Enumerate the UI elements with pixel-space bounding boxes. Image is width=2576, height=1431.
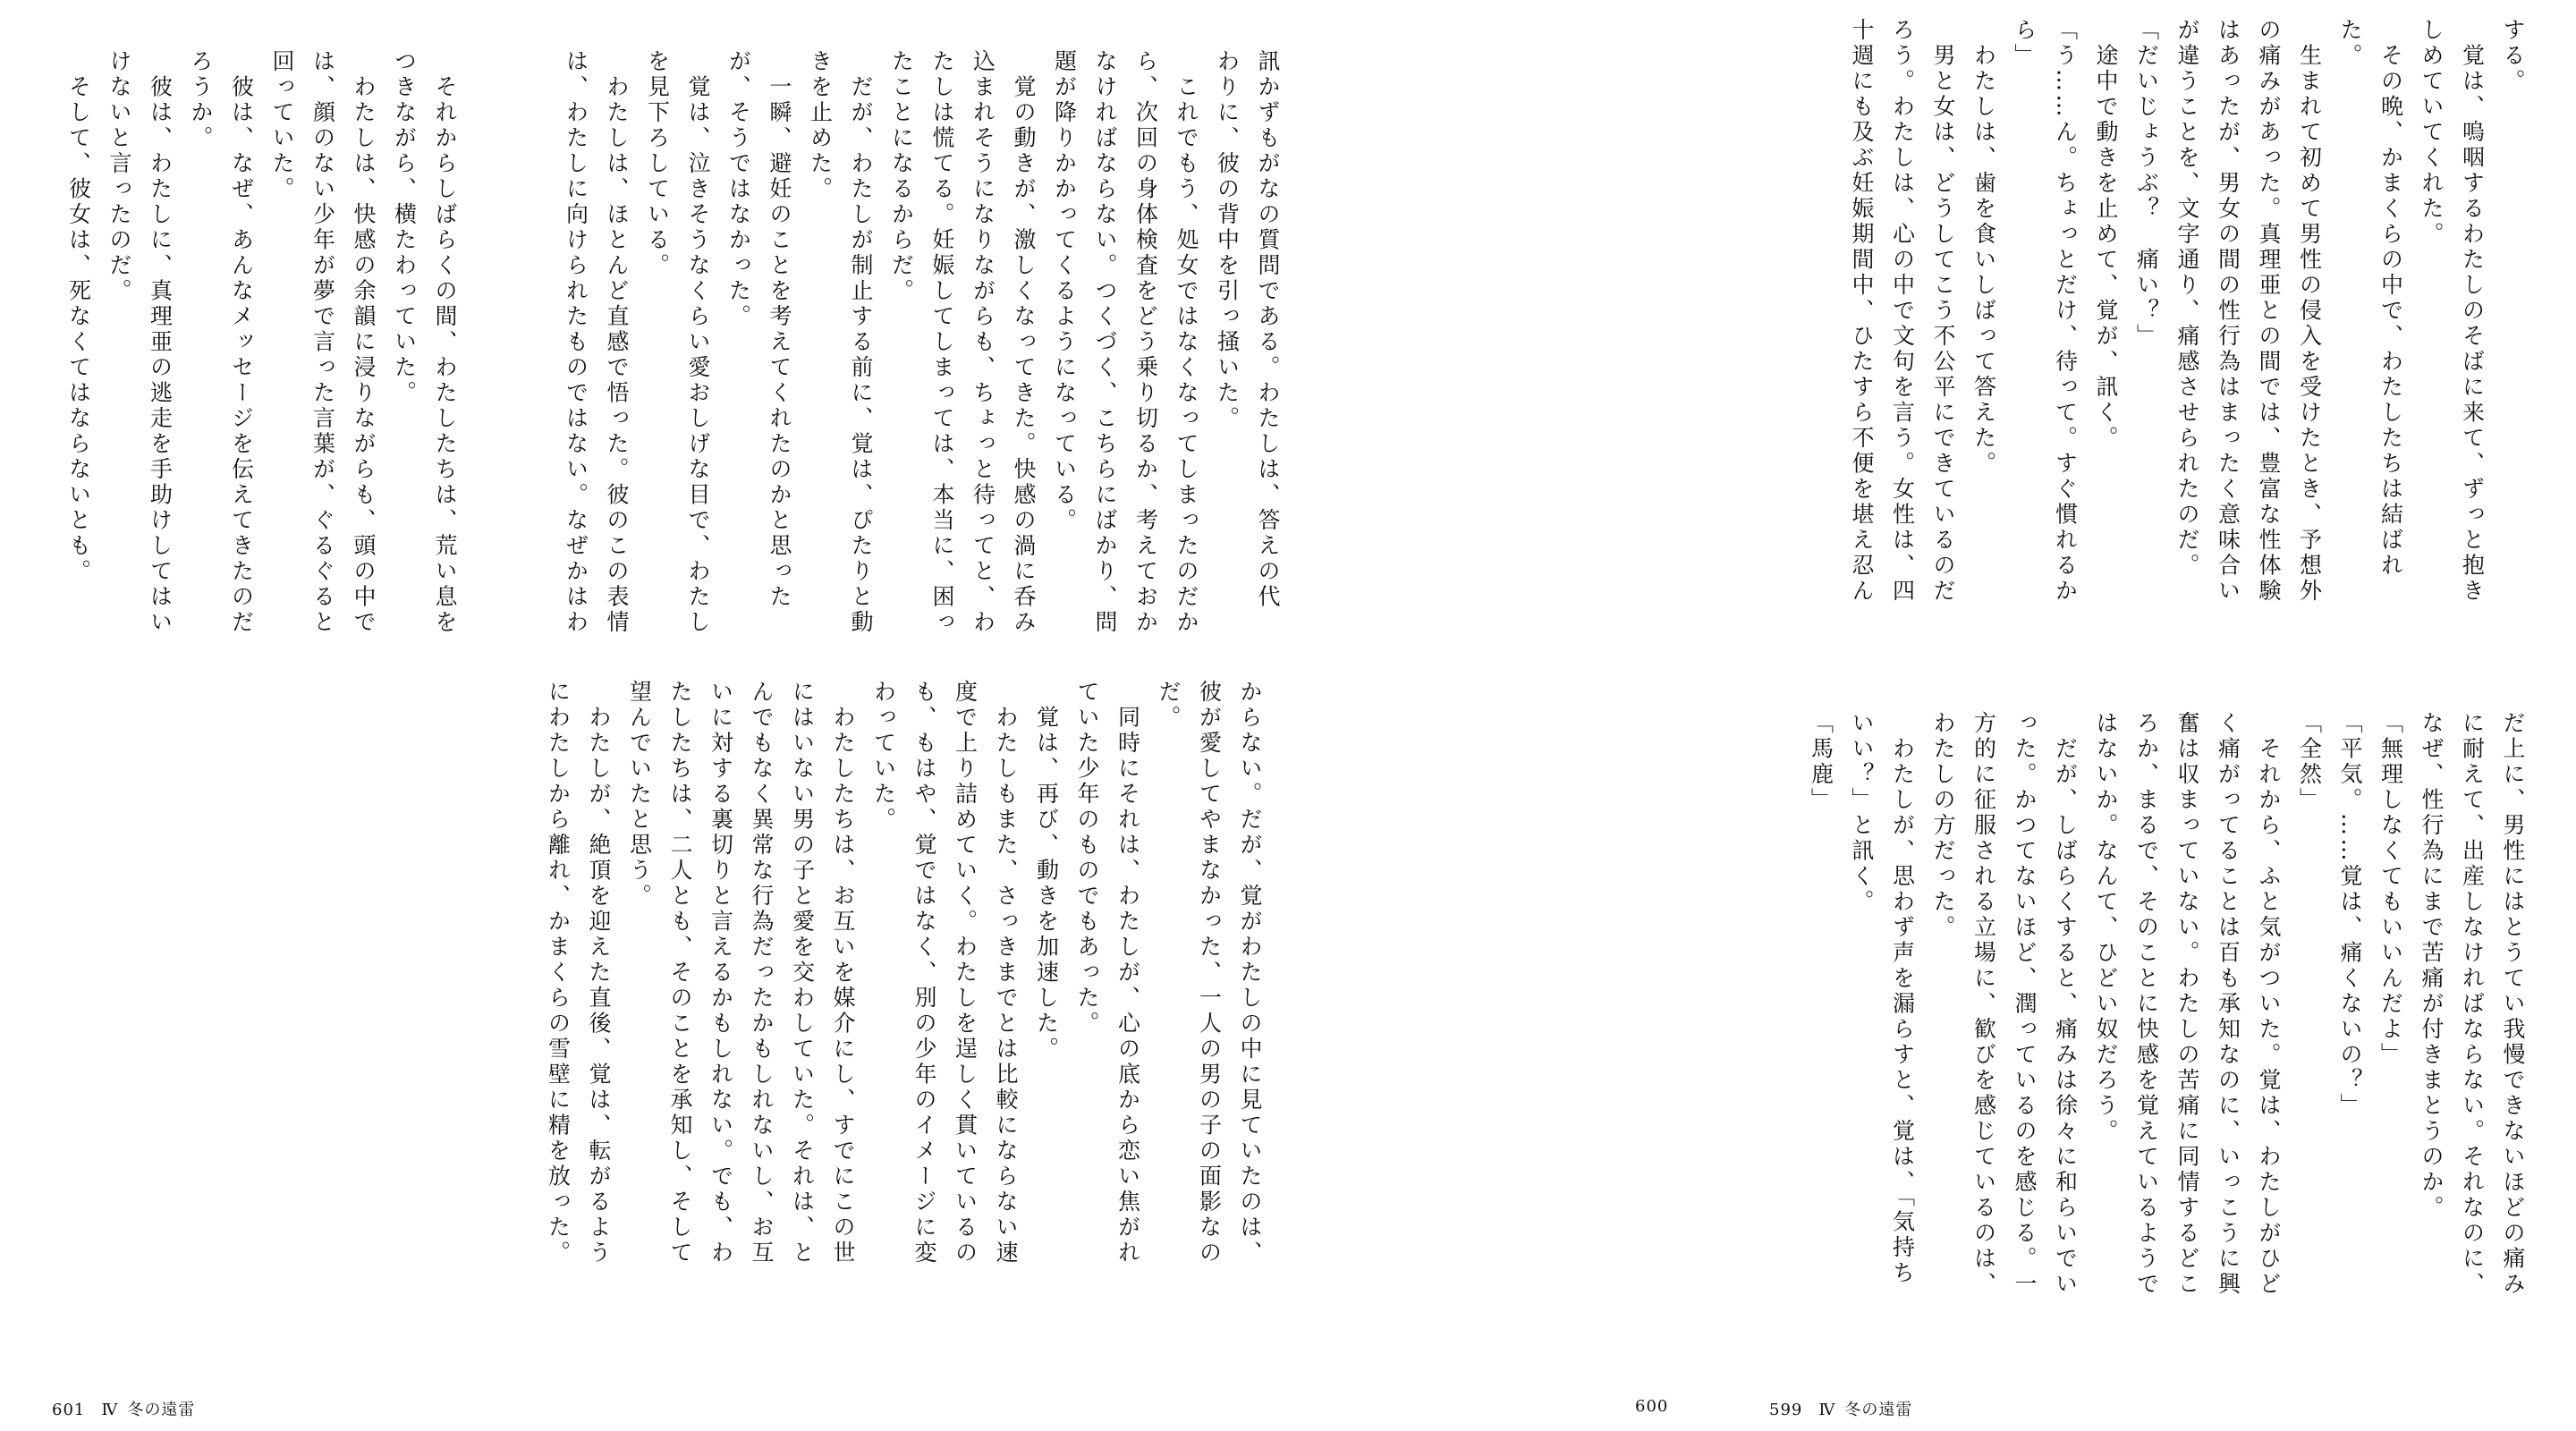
left-page-upper-left-text: それからしばらくの間、わたしたちは、荒い息を つきながら、横たわっていた。 わたしは、快感の余韻に浸りながらも、頭の中で は、顔のない少年が夢で言った言葉が、ぐるぐると 回っていた。 彼は、なぜ、あんなメッセージを伝えてきたのだ ろうか。 彼は、わたしに、真理亜の逃走を手助けしてはい けないと言ったのだ。 そして、彼女は、死なくてはならないとも。 [65, 49, 458, 636]
folio-part: Ⅳ [1818, 1401, 1836, 1419]
right-page-upper-text: する。 覚は、嗚咽するわたしのそばに来て、ずっと抱き しめていてくれた。 その晩、かまくらの中で、わたしたちは結ばれ た。 生まれて初めて男性の侵入を受けたとき、予想外 の痛みがあった。真理亜との間では、豊富な性体験 はあったが、男女の間の性行為はまったく意味合い が違うことを、文字通り、痛感させられたのだ。 「だいじょうぶ？ 痛い？」 途中で動きを止めて、覚が、訊く。 「う……ん。ちょっとだけ、待って。すぐ慣れるか ら」 わたしは、歯を食いしばって答えた。 男と女は、どうしてこう不公平にできているのだ ろう。わたしは、心の中で文句を言う。女性は、四 十週にも及ぶ妊娠期間中、ひたすら不便を堪え忍ん [1849, 18, 2526, 605]
right-page [1288, 0, 2576, 1431]
left-page-folio [52, 1397, 195, 1420]
folio-part: Ⅳ [101, 1401, 119, 1419]
folio-title: 冬の遠雷 [127, 1401, 196, 1419]
right-page-lower-text: だ上に、男性にはとうてい我慢できないほどの痛み に耐えて、出産しなければならない。それなのに、 なぜ、性行為にまで苦痛が付きまとうのか。 「無理しなくてもいいんだよ」 「平気。……覚は、痛くないの？」 「全然」 それから、ふと気がついた。覚は、わたしがひど く痛がってることは百も承知なのに、いっこうに興 奮は収まっていない。わたしの苦痛に同情するどこ ろか、まるで、そのことに快感を覚えているようで はないか。なんて、ひどい奴だろう。 だが、しばらくすると、痛みは徐々に和らいでい った。かつてないほど、潤っているのを感じる。一 方的に征服される立場に、歓びを感じているのは、 わたしの方だった。 わたしが、思わず声を漏らすと、覚は、「気持ち いい？」と訊く。 「馬鹿」 [1808, 711, 2526, 1298]
folio-number: 599 [1769, 1401, 1803, 1419]
folio-title: 冬の遠雷 [1844, 1401, 1913, 1419]
folio-number: 600 [1635, 1397, 1669, 1416]
folio-number: 601 [52, 1401, 86, 1419]
right-page-folio [1769, 1397, 1912, 1420]
left-page-lower-right-text: からない。だが、覚がわたしの中に見ていたのは、 彼が愛してやまなかった、一人の男の子の面影なの だ。 同時にそれは、わたしが、心の底から恋い焦がれ ていた少年のものでもあった。 覚は、再び、動きを加速した。 わたしもまた、さっきまでとは比較にならない速 度で上り詰めていく。わたしを逞しく貫いているの も、もはや、覚ではなく、別の少年のイメージに変 わっていた。 わたしたちは、お互いを媒介にし、すでにこの世 にはいない男の子と愛を交わしていた。それは、と んでもなく異常な行為だったかもしれないし、お互 いに対する裏切りと言えるかもしれない。でも、わ たしたちは、二人とも、そのことを承知し、そして 望んでいたと思う。 わたしが、絶頂を迎えた直後、覚は、転がるよう にわたしから離れ、かまくらの雪壁に精を放った。 [545, 680, 1263, 1266]
left-page-upper-right-text: 訊かずもがなの質問である。わたしは、答えの代 わりに、彼の背中を引っ掻いた。 これでもう、処女ではなくなってしまったのだか ら、次回の身体検査をどう乗り切るか、考えておか なければならない。つくづく、こちらにばかり、問 題が降りかかってくるようになっている。 覚の動きが、激しくなってきた。快感の渦に呑み 込まれそうになりながらも、ちょっと待ってと、わ たしは慌てる。妊娠してしまっては、本当に、困っ たことになるからだ。 だが、わたしが制止する前に、覚は、ぴたりと動 きを止めた。 一瞬、避妊のことを考えてくれたのかと思った が、そうではなかった。 覚は、泣きそうなくらい愛おしげな目で、わたし を見下ろしている。 わたしは、ほとんど直感で悟った。彼のこの表情 は、わたしに向けられたものではない。なぜかはわ [563, 49, 1281, 636]
